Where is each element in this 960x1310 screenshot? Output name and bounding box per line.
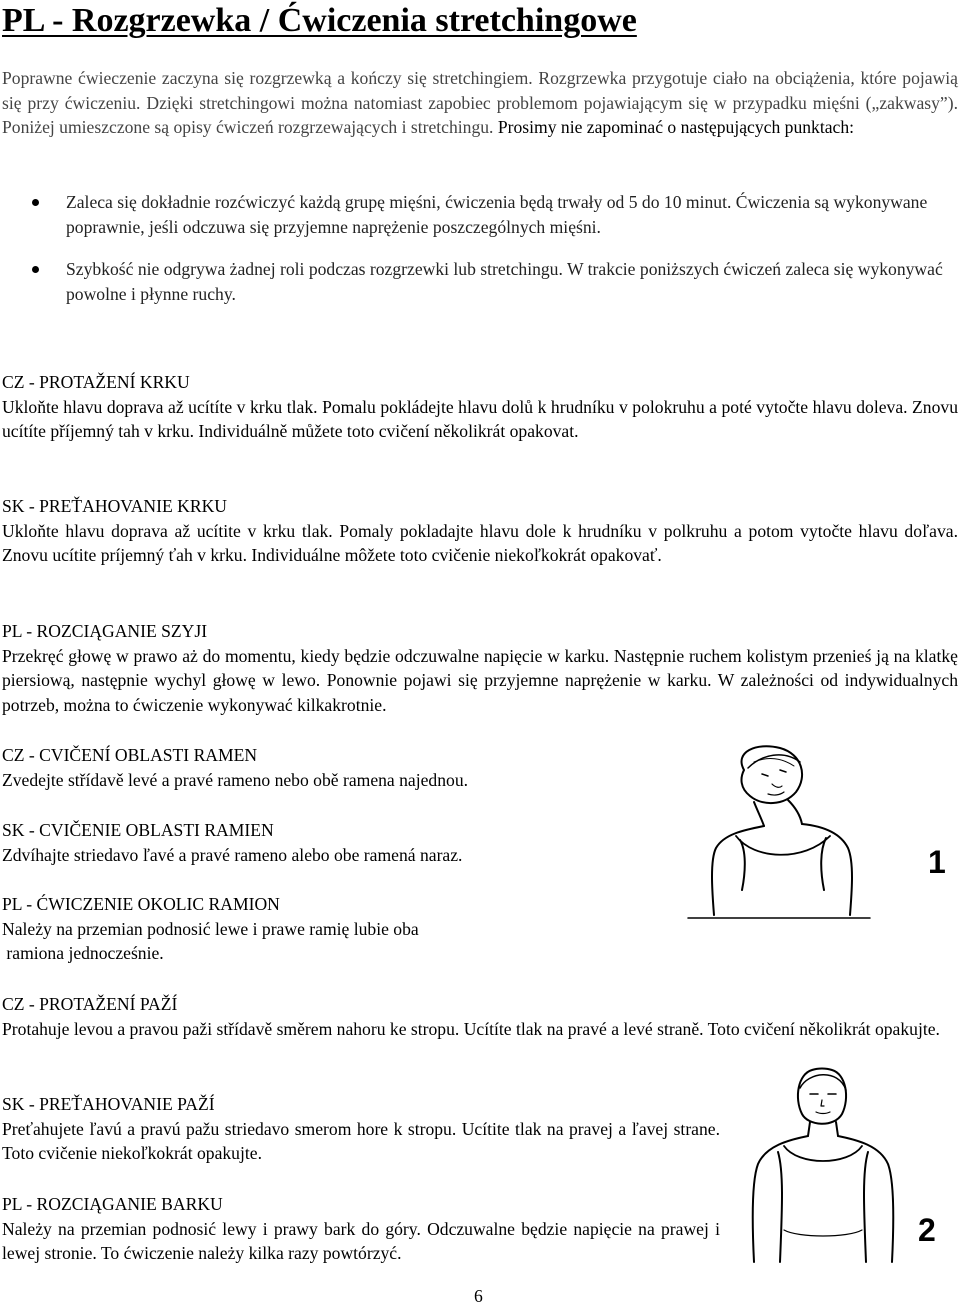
intro-text: Poprawne ćwieczenie zaczyna się rozgrzewką a kończy się stretchingiem. Rozgrzewka przygotuje ciało na obciążenia, które pojawią się przy ćwiczeniu. Dzięki stretchingowi można natomiast zapobiec problemom pojawiającym się w przypadku mięśni („zakwasy”). Poniżej umieszczone są opisy ćwiczeń rozgrzewających i stretchingu. xyxy=(2,68,958,137)
section-body: Ukloňte hlavu doprava až ucítite v krku tlak. Pomaly pokladajte hlavu dole k hrudníku v polkruhu a potom vytočte hlavu doľava. Znovu ucítite príjemný ťah v krku. Individuálne môžete toto cvičenie niekoľkokrát opakovať. xyxy=(2,520,958,565)
section-body: Należy na przemian podnosić lewy i prawy bark do góry. Odczuwalne będzie napięcie na prawej i lewej stronie. To ćwiczenie należy kilka razy powtórzyć. xyxy=(2,1218,720,1263)
section-pl-neck xyxy=(2,619,958,717)
section-pl-shoulders xyxy=(2,892,642,966)
section-pl-arms xyxy=(2,1192,720,1266)
bullet-text: Zaleca się dokładnie rozćwiczyć każdą grupę mięśni, ćwiczenia będą trwały od 5 do 10 minut. Ćwiczenia są wykonywane poprawnie, jeśli odczuwa się przyjemne naprężenie poszczególnych mięśni. xyxy=(66,192,928,237)
section-body: Przekręć głowę w prawo aż do momentu, kiedy będzie odczuwalne napięcie w karku. Następnie ruchem kolistym przenieś ją na klatkę piersiową, następnie wychyl głowę w lewo. Ponownie pojawi się przyjemne naprężenie w karku. W zależności od indywidualnych potrzeb, można to ćwiczenie wykonywać kilkakrotnie. xyxy=(2,645,958,715)
section-heading: PL - ROZCIĄGANIE SZYJI xyxy=(2,621,208,641)
section-body-continued: ramiona jednocześnie. xyxy=(2,943,164,963)
section-body: Należy na przemian podnosić lewe i prawe ramię lubie oba xyxy=(2,918,419,939)
bullet-icon xyxy=(32,199,39,206)
section-heading: CZ - PROTAŽENÍ KRKU xyxy=(2,372,190,392)
section-heading: SK - CVIČENIE OBLASTI RAMIEN xyxy=(2,820,274,840)
section-body: Ukloňte hlavu doprava až ucítíte v krku tlak. Pomalu pokládejte hlavu dolů k hrudníku v polokruhu a poté vytočte hlavu doleva. Znovu ucítíte příjemný tah v krku. Individuálně můžete toto cvičení několikrát opakovat. xyxy=(2,396,958,441)
section-heading: PL - ROZCIĄGANIE BARKU xyxy=(2,1194,223,1214)
section-cz-arms xyxy=(2,992,958,1041)
bullet-icon xyxy=(32,266,39,273)
bullet-item xyxy=(0,190,958,239)
page-number: 6 xyxy=(474,1286,483,1306)
section-sk-arms xyxy=(2,1092,720,1166)
section-heading: CZ - CVIČENÍ OBLASTI RAMEN xyxy=(2,745,258,765)
figure-2-label: 2 xyxy=(918,1212,936,1248)
page-title: PL - Rozgrzewka / Ćwiczenia stretchingowe xyxy=(2,2,637,39)
section-heading: PL - ĆWICZENIE OKOLIC RAMION xyxy=(2,894,280,914)
intro-paragraph xyxy=(2,66,958,140)
neck-stretch-illustration xyxy=(684,740,874,920)
shoulder-exercise-illustration xyxy=(738,1062,918,1302)
bullet-text: Szybkość nie odgrywa żadnej roli podczas rozgrzewki lub stretchingu. W trakcie poniższych ćwiczeń zaleca się wykonywać powolne i płynne ruchy. xyxy=(66,259,943,304)
section-sk-shoulders xyxy=(2,818,642,867)
section-heading: SK - PREŤAHOVANIE KRKU xyxy=(2,496,227,516)
section-cz-shoulders xyxy=(2,743,642,792)
section-body: Zdvíhajte striedavo ľavé a pravé rameno alebo obe ramená naraz. xyxy=(2,844,463,865)
section-sk-neck xyxy=(2,494,958,568)
bullet-item xyxy=(0,257,958,306)
section-body: Zvedejte střídavě levé a pravé rameno nebo obě ramena najednou. xyxy=(2,769,469,790)
bullet-list xyxy=(0,190,958,306)
section-heading: CZ - PROTAŽENÍ PAŽÍ xyxy=(2,994,178,1014)
intro-text-tail: Prosimy nie zapominać o następujących punktach: xyxy=(493,117,855,137)
section-heading: SK - PREŤAHOVANIE PAŽÍ xyxy=(2,1094,215,1114)
figure-1-label: 1 xyxy=(928,844,946,880)
section-body: Preťahujete ľavú a pravú pažu striedavo smerom hore k stropu. Ucítite tlak na pravej a ľavej strane. Toto cvičenie niekoľkokrát opakujte. xyxy=(2,1118,720,1163)
section-cz-neck xyxy=(2,370,958,444)
section-body: Protahuje levou a pravou paži střídavě směrem nahoru ke stropu. Ucítíte tlak na pravé a levé straně. Toto cvičení několikrát opakujte. xyxy=(2,1018,940,1039)
